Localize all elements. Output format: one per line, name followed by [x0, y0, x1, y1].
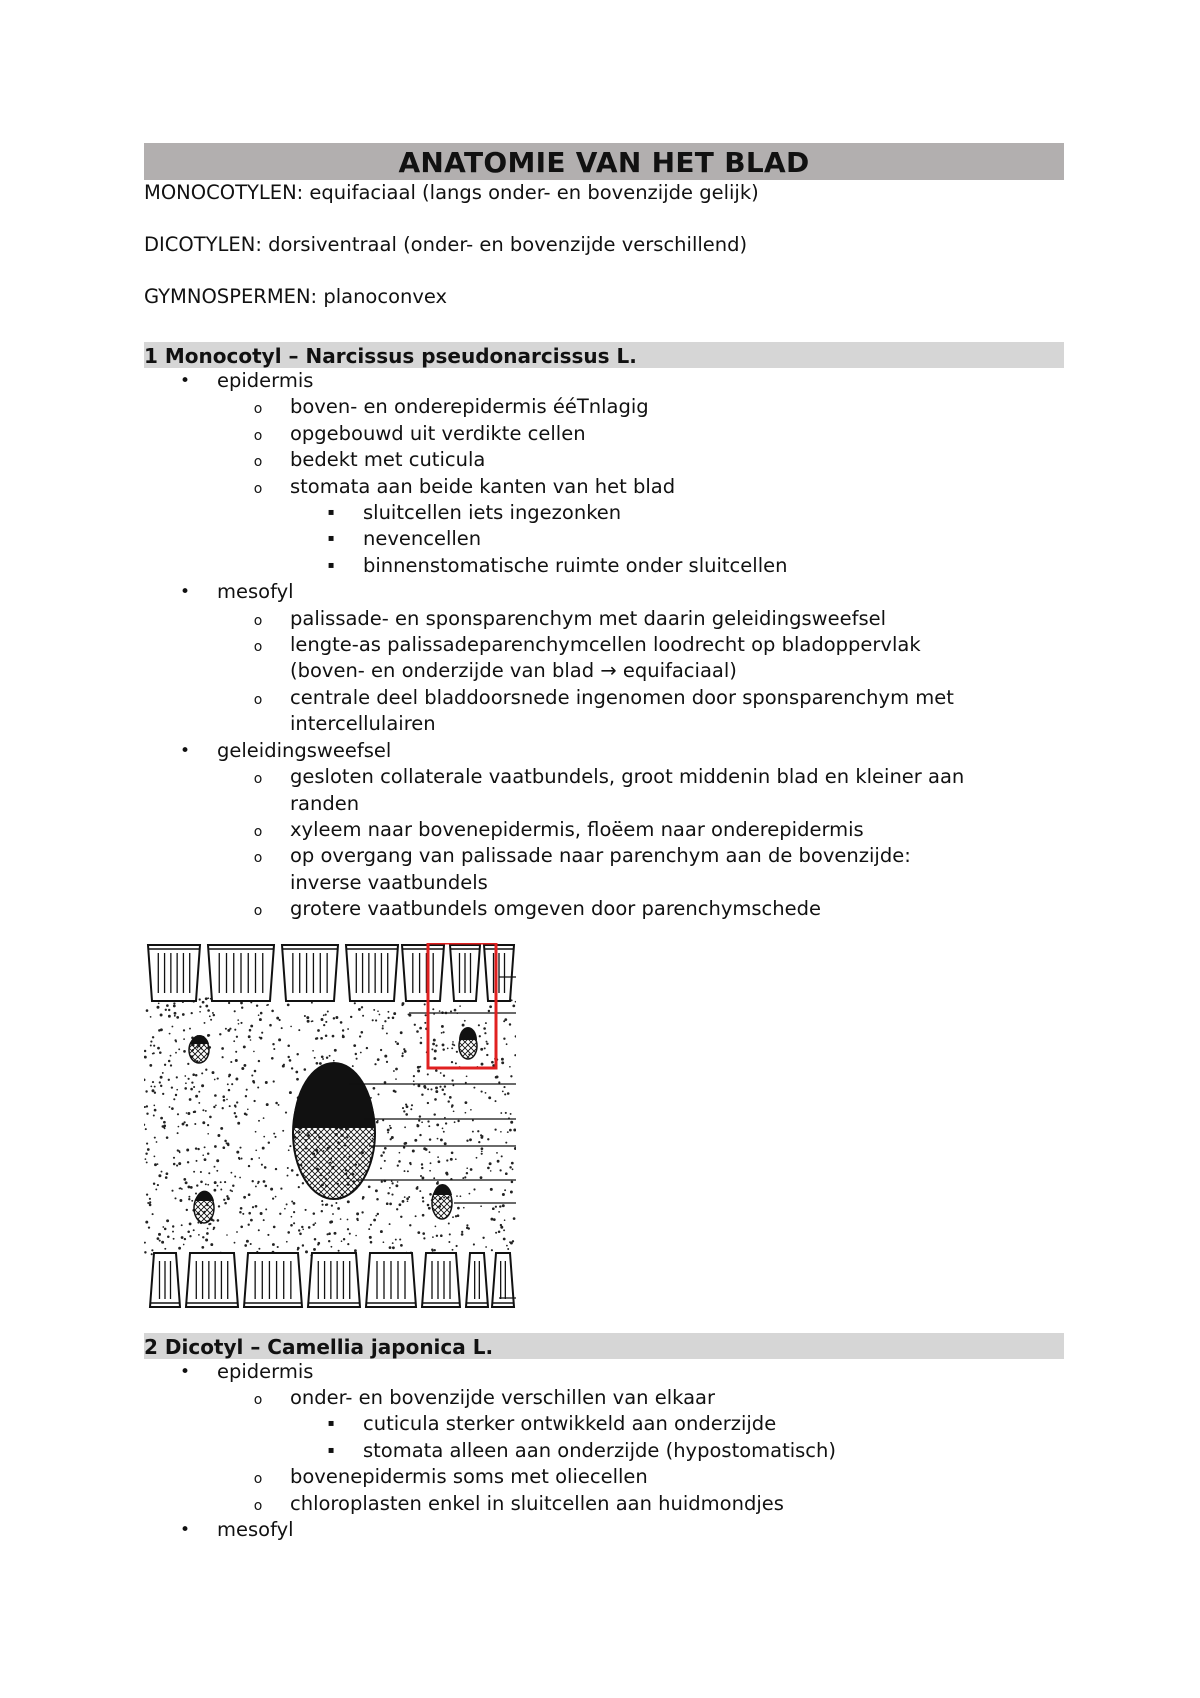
list-item-text: xyleem naar bovenepidermis, floëem naar onderepidermis	[290, 817, 864, 841]
list-item	[144, 817, 1064, 843]
list-item	[144, 1464, 1064, 1490]
list-item-text: op overgang van palissade naar parenchym aan de bovenzijde:	[290, 844, 911, 868]
list-item-text: geleidingsweefsel	[217, 738, 392, 762]
list-item	[144, 1517, 1064, 1543]
bullet-marker: o	[253, 639, 263, 656]
bullet-marker: o	[253, 1471, 263, 1488]
list-item-text: palissade- en sponsparenchym met daarin geleidingsweefsel	[290, 606, 887, 630]
list-item-text: mesofyl	[217, 580, 294, 604]
list-item-text: stomata alleen aan onderzijde (hypostomatisch)	[363, 1438, 836, 1462]
list-item	[144, 1491, 1064, 1517]
section-heading-monocotyl: 1 Monocotyl – Narcissus pseudonarcissus L.	[144, 342, 1064, 368]
bullet-marker: ▪	[327, 559, 335, 571]
bullet-marker: o	[253, 454, 263, 471]
list-item-text: binnenstomatische ruimte onder sluitcellen	[363, 553, 788, 577]
section-list-dicotyl	[144, 1359, 1064, 1544]
bullet-marker: o	[253, 1391, 263, 1408]
list-item	[144, 870, 1064, 896]
list-item-text: lengte-as palissadeparenchymcellen loodrecht op bladoppervlak	[290, 633, 921, 657]
list-item-text: bedekt met cuticula	[290, 448, 486, 472]
document-page	[144, 143, 1064, 1543]
bullet-marker: ▪	[327, 1418, 335, 1430]
bullet-marker: o	[253, 1497, 263, 1514]
list-item	[144, 1411, 1064, 1437]
list-item	[144, 658, 1064, 684]
list-item-text: nevencellen	[363, 527, 482, 551]
list-item	[144, 1385, 1064, 1411]
bullet-marker: o	[253, 401, 263, 418]
intro-monocotylen: MONOCOTYLEN: equifaciaal (langs onder- en bovenzijde gelijk)	[144, 181, 759, 204]
xylem-patch	[190, 1035, 209, 1044]
bullet-marker: o	[253, 427, 263, 444]
bullet-marker: o	[253, 823, 263, 840]
list-item-text: stomata aan beide kanten van het blad	[290, 474, 676, 498]
document-title: ANATOMIE VAN HET BLAD	[144, 143, 1064, 180]
bullet-marker: ▪	[327, 507, 335, 519]
list-item	[144, 526, 1064, 552]
list-item	[144, 421, 1064, 447]
lower-epidermis	[150, 1253, 514, 1307]
list-item-text: gesloten collaterale vaatbundels, groot middenin blad en kleiner aan	[290, 765, 965, 789]
list-item	[144, 447, 1064, 473]
list-item	[144, 553, 1064, 579]
bullet-marker: o	[253, 903, 263, 920]
list-item-text: epidermis	[217, 369, 314, 392]
list-item	[144, 896, 1064, 922]
monocot-leaf-cross-section-figure	[144, 943, 516, 1313]
list-item	[144, 1359, 1064, 1385]
list-item	[144, 685, 1064, 711]
section-list-monocotyl	[144, 368, 1064, 923]
list-item-text: inverse vaatbundels	[290, 870, 488, 894]
list-item	[144, 1438, 1064, 1464]
list-item-text: chloroplasten enkel in sluitcellen aan huidmondjes	[290, 1491, 784, 1515]
list-item-text: intercellulairen	[290, 712, 436, 736]
list-item	[144, 632, 1064, 658]
bullet-marker: •	[179, 740, 191, 761]
list-item-text: sluitcellen iets ingezonken	[363, 501, 622, 525]
list-item	[144, 368, 1064, 394]
bullet-marker: o	[253, 850, 263, 867]
bullet-marker: •	[179, 582, 191, 603]
bullet-marker: ▪	[327, 1444, 335, 1456]
bullet-marker: o	[253, 480, 263, 497]
list-item-text: (boven- en onderzijde van blad → equifaciaal)	[290, 659, 737, 683]
bullet-marker: o	[253, 771, 263, 788]
list-item	[144, 394, 1064, 420]
list-item-text: bovenepidermis soms met oliecellen	[290, 1465, 648, 1489]
bullet-marker: •	[179, 371, 191, 391]
list-item	[144, 791, 1064, 817]
intro-gymnospermen: GYMNOSPERMEN: planoconvex	[144, 285, 448, 308]
list-item-text: boven- en onderepidermis ééTnlagig	[290, 395, 649, 419]
bullet-marker: •	[179, 1361, 191, 1382]
list-item	[144, 711, 1064, 737]
xylem-patch	[433, 1184, 452, 1195]
bullet-marker: ▪	[327, 533, 335, 545]
list-item-text: cuticula sterker ontwikkeld aan onderzijde	[363, 1412, 777, 1436]
xylem-patch	[195, 1190, 214, 1200]
xylem-patch	[459, 1027, 477, 1040]
list-item-text: mesofyl	[217, 1517, 294, 1541]
list-item-text: randen	[290, 791, 360, 815]
list-item	[144, 474, 1064, 500]
list-item-text: centrale deel bladdoorsnede ingenomen door sponsparenchym met	[290, 685, 954, 709]
list-item	[144, 738, 1064, 764]
bullet-marker: o	[253, 691, 263, 708]
list-item-text: opgebouwd uit verdikte cellen	[290, 421, 586, 445]
list-item-text: epidermis	[217, 1359, 314, 1383]
section-heading-dicotyl: 2 Dicotyl – Camellia japonica L.	[144, 1333, 1064, 1359]
list-item-text: onder- en bovenzijde verschillen van elkaar	[290, 1385, 716, 1409]
bullet-marker: o	[253, 612, 263, 629]
large-vascular-bundle	[293, 1062, 375, 1199]
list-item	[144, 764, 1064, 790]
list-item	[144, 843, 1064, 869]
list-item-text: grotere vaatbundels omgeven door parenchymschede	[290, 897, 822, 921]
bullet-marker: •	[179, 1519, 191, 1540]
list-item	[144, 579, 1064, 605]
list-item	[144, 500, 1064, 526]
leaf-cross-section-drawing	[144, 943, 516, 1313]
upper-epidermis	[148, 945, 514, 1001]
intro-dicotylen: DICOTYLEN: dorsiventraal (onder- en bovenzijde verschillend)	[144, 233, 748, 256]
list-item	[144, 606, 1064, 632]
